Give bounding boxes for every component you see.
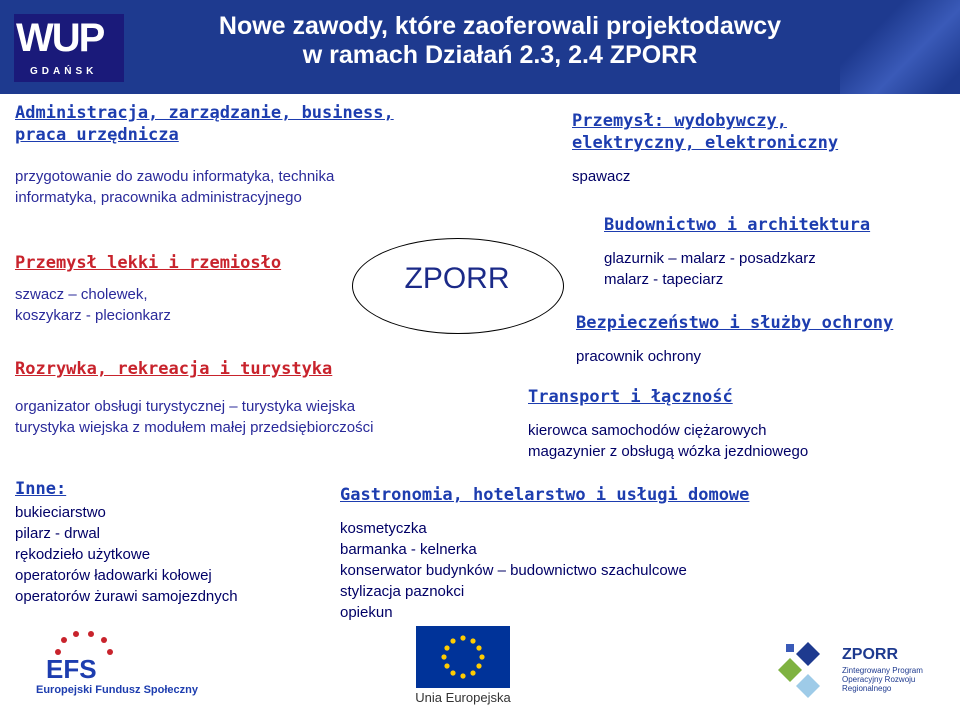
category-admin-line2: praca urzędnicza xyxy=(15,125,179,145)
category-bezpieczenstwo: Bezpieczeństwo i służby ochrony xyxy=(576,313,894,333)
list-item: stylizacja paznokci xyxy=(340,583,465,600)
list-item: pracownik ochrony xyxy=(576,348,702,365)
category-rozrywka: Rozrywka, rekreacja i turystyka xyxy=(15,359,333,379)
list-item: bukieciarstwo xyxy=(15,504,106,521)
list-item: operatorów żurawi samojezdnych xyxy=(15,588,238,605)
list-item: kierowca samochodów ciężarowych xyxy=(528,422,767,439)
efs-logo-icon xyxy=(36,628,136,684)
budownictwo-items xyxy=(604,248,816,290)
eu-flag xyxy=(416,626,510,688)
zporr-logo-sub: Zintegrowany Program Operacyjny Rozwoju Regionalnego xyxy=(842,666,923,693)
transport-items xyxy=(528,420,808,462)
list-item: rękodzieło użytkowe xyxy=(15,546,151,563)
list-item: malarz - tapeciarz xyxy=(604,271,724,288)
category-przemysl-line1: Przemysł: wydobywczy, xyxy=(572,111,787,131)
list-item: barmanka - kelnerka xyxy=(340,541,477,558)
efs-logo-text: EFS xyxy=(46,654,97,684)
list-item: przygotowanie do zawodu informatyka, technika xyxy=(15,168,335,185)
admin-items xyxy=(15,166,334,208)
page-title-line2: w ramach Działań 2.3, 2.4 ZPORR xyxy=(302,41,698,69)
list-item: turystyka wiejska z modułem małej przedsiębiorczości xyxy=(15,419,374,436)
list-item: koszykarz - plecionkarz xyxy=(15,307,171,324)
zporr-logo-icon xyxy=(772,640,826,698)
rozrywka-items xyxy=(15,396,373,438)
category-gastronomia: Gastronomia, hotelarstwo i usługi domowe xyxy=(340,485,750,505)
page-title xyxy=(150,12,850,70)
list-item: organizator obsługi turystycznej – turystyka wiejska xyxy=(15,398,356,415)
list-item: spawacz xyxy=(572,168,631,185)
page-title-line1: Nowe zawody, które zaoferowali projektodawcy xyxy=(218,12,782,40)
corner-decoration xyxy=(840,0,960,94)
list-item: magazynier z obsługą wózka jezdniowego xyxy=(528,443,809,460)
wup-logo-text: WUP xyxy=(16,16,104,60)
eu-label: Unia Europejska xyxy=(415,690,511,705)
category-transport: Transport i łączność xyxy=(528,387,733,407)
eu-stars-icon xyxy=(416,626,510,688)
list-item: kosmetyczka xyxy=(340,520,427,537)
zporr-logo-text: ZPORR xyxy=(842,646,898,663)
list-item: informatyka, pracownika administracyjnego xyxy=(15,189,302,206)
category-admin xyxy=(15,102,394,146)
gastronomia-items xyxy=(340,518,687,623)
center-label: ZPORR xyxy=(404,262,510,295)
bezpieczenstwo-items xyxy=(576,346,701,367)
list-item: glazurnik – malarz - posadzkarz xyxy=(604,250,816,267)
list-item: pilarz - drwal xyxy=(15,525,101,542)
category-admin-line1: Administracja, zarządzanie, business, xyxy=(15,103,394,123)
lekki-items xyxy=(15,284,171,326)
list-item: konserwator budynków – budownictwo szachulcowe xyxy=(340,562,687,579)
category-budownictwo: Budownictwo i architektura xyxy=(604,215,871,235)
list-item: operatorów ładowarki kołowej xyxy=(15,567,212,584)
category-przemysl xyxy=(572,110,838,154)
category-przemysl-line2: elektryczny, elektroniczny xyxy=(572,133,839,153)
przemysl-items xyxy=(572,166,630,187)
list-item: szwacz – cholewek, xyxy=(15,286,148,303)
wup-logo-sub: GDAŃSK xyxy=(30,66,98,77)
list-item: opiekun xyxy=(340,604,393,621)
inne-items xyxy=(15,502,238,607)
category-lekki: Przemysł lekki i rzemiosło xyxy=(15,253,282,273)
category-inne: Inne: xyxy=(15,479,67,499)
efs-label: Europejski Fundusz Społeczny xyxy=(36,684,198,696)
